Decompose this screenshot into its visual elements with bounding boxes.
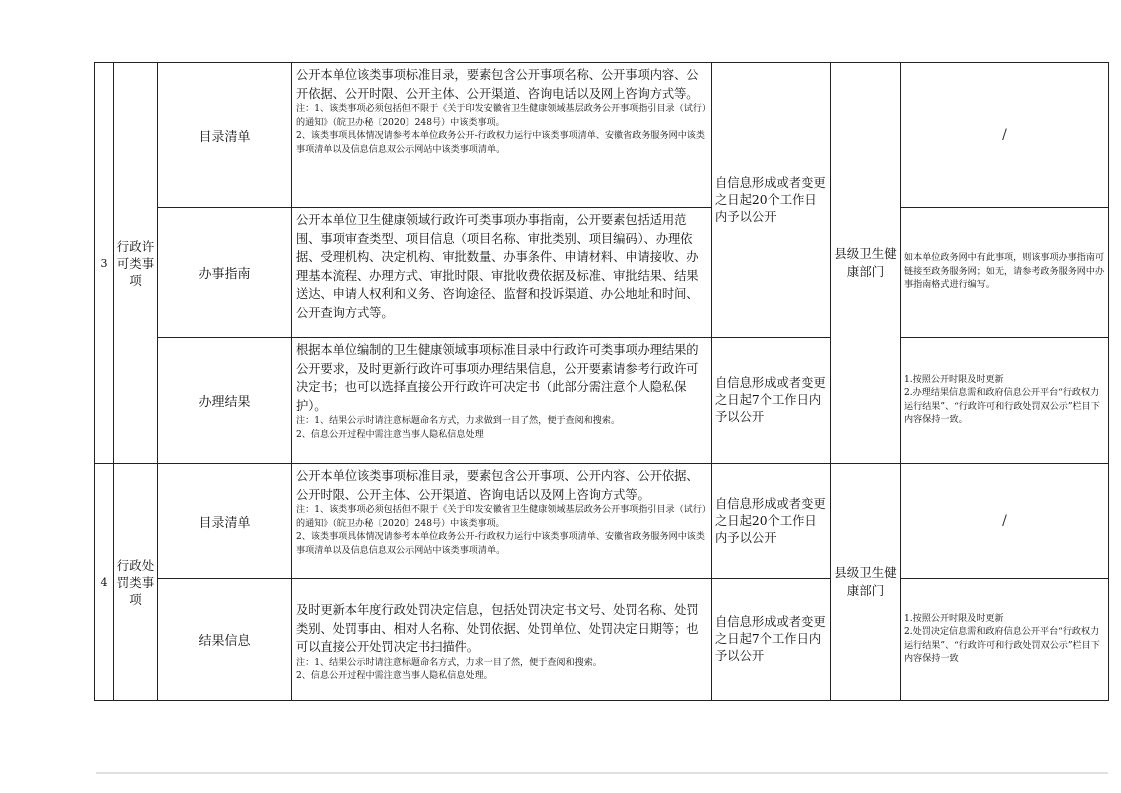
item-name: 结果信息 xyxy=(158,579,292,701)
table-row xyxy=(95,579,1109,701)
page-bottom-rule xyxy=(96,772,1108,774)
item-name: 目录清单 xyxy=(158,63,292,208)
item-name: 办理结果 xyxy=(158,338,292,464)
table-row xyxy=(95,208,1109,338)
content-cell xyxy=(292,579,712,701)
content-text: 公开本单位该类事项标准目录，要素包含公开事项名称、公开事项内容、公开依据、公开时限、公开主体、公开渠道、咨询电话以及网上咨询方式等。 xyxy=(296,68,699,101)
remark-cell: / xyxy=(901,63,1109,208)
item-name: 目录清单 xyxy=(158,464,292,579)
time-limit-cell: 自信息形成或者变更之日起20个工作日内予以公开 xyxy=(712,63,831,338)
content-cell xyxy=(292,208,712,338)
content-cell xyxy=(292,464,712,579)
time-limit-cell: 自信息形成或者变更之日起20个工作日内予以公开 xyxy=(712,464,831,579)
note-line: 注：1、该类事项必须包括但不限于《关于印发安徽省卫生健康领域基层政务公开事项指引目录（试行）的通知》（皖卫办秘〔2020〕248号）中该类事项。 xyxy=(296,505,707,529)
table-row xyxy=(95,63,1109,208)
content-text: 公开本单位卫生健康领域行政许可类事项办事指南，公开要素包括适用范围、事项审查类型、项目信息（项目名称、审批类别、项目编码）、办理依据、受理机构、决定机构、审批数量、办事条件、申请材料、申请接收、办理基本流程、办理方式、审批时限、审批收费依据及标准、审批结果、结果送达、申请人权利和义务、咨询途径、监督和投诉渠道、办公地址和时间、公开查询方式等。 xyxy=(296,213,699,320)
content-cell xyxy=(292,63,712,208)
content-text: 及时更新本年度行政处罚决定信息，包括处罚决定书文号、处罚名称、处罚类别、处罚事由、相对人名称、处罚依据、处罚单位、处罚决定日期等；也可以直接公开处罚决定书扫描件。 xyxy=(296,603,699,654)
item-name: 办事指南 xyxy=(158,208,292,338)
note-line: 注：1、该类事项必须包括但不限于《关于印发安徽省卫生健康领域基层政务公开事项指引目录（试行）的通知》（皖卫办秘〔2020〕248号）中该类事项。 xyxy=(296,104,707,128)
content-text: 公开本单位该类事项标准目录，要素包含公开事项、公开内容、公开依据、公开时限、公开主体、公开渠道、咨询电话以及网上咨询方式等。 xyxy=(296,469,699,502)
category-cell: 行政许可类事项 xyxy=(114,63,158,464)
note-line: 2、信息公开过程中需注意当事人隐私信息处理 xyxy=(296,429,484,440)
disclosure-table xyxy=(94,62,1109,701)
department-cell: 县级卫生健康部门 xyxy=(831,63,901,464)
remark-cell: 如本单位政务网中有此事项，则该事项办事指南可链接至政务服务网；如无，请参考政务服务网中办事指南格式进行编写。 xyxy=(901,208,1109,338)
note-line: 2、该类事项具体情况请参考本单位政务公开-行政权力运行中该类事项清单、安徽省政务服务网中该类事项清单以及信息信息双公示网站中该类事项清单。 xyxy=(296,532,705,556)
note-line: 注：1、结果公示时请注意标题命名方式，力求一目了然，便于查阅和搜索。 xyxy=(296,657,602,668)
row-number: 3 xyxy=(95,63,114,464)
table-row xyxy=(95,338,1109,464)
remark-cell: 1.按照公开时限及时更新 2.办理结果信息需和政府信息公开平台“行政权力运行结果”、“行政许可和行政处罚双公示”栏目下内容保持一致。 xyxy=(901,338,1109,464)
note-line: 注：1、结果公示时请注意标题命名方式，力求做到一目了然，便于查阅和搜索。 xyxy=(296,416,621,426)
row-number: 4 xyxy=(95,464,114,701)
content-cell xyxy=(292,338,712,464)
note-line: 2、该类事项具体情况请参考本单位政务公开-行政权力运行中该类事项清单、安徽省政务服务网中该类事项清单以及信息信息双公示网站中该类事项清单。 xyxy=(296,131,705,155)
remark-cell: 1.按照公开时限及时更新 2.处罚决定信息需和政府信息公开平台“行政权力运行结果”、“行政许可和行政处罚双公示”栏目下内容保持一致 xyxy=(901,579,1109,701)
time-limit-cell: 自信息形成或者变更之日起7个工作日内予以公开 xyxy=(712,579,831,701)
table-row xyxy=(95,464,1109,579)
category-cell: 行政处罚类事项 xyxy=(114,464,158,701)
time-limit-cell: 自信息形成或者变更之日起7个工作日内予以公开 xyxy=(712,338,831,464)
department-cell: 县级卫生健康部门 xyxy=(831,464,901,701)
content-text: 根据本单位编制的卫生健康领域事项标准目录中行政许可类事项办理结果的公开要求，及时更新行政许可事项办理结果信息，公开要素请参考行政许可决定书；也可以选择直接公开行政许可决定书（此部分需注意个人隐私保护）。 xyxy=(296,343,699,413)
remark-cell: / xyxy=(901,464,1109,579)
note-line: 2、信息公开过程中需注意当事人隐私信息处理。 xyxy=(296,671,493,682)
